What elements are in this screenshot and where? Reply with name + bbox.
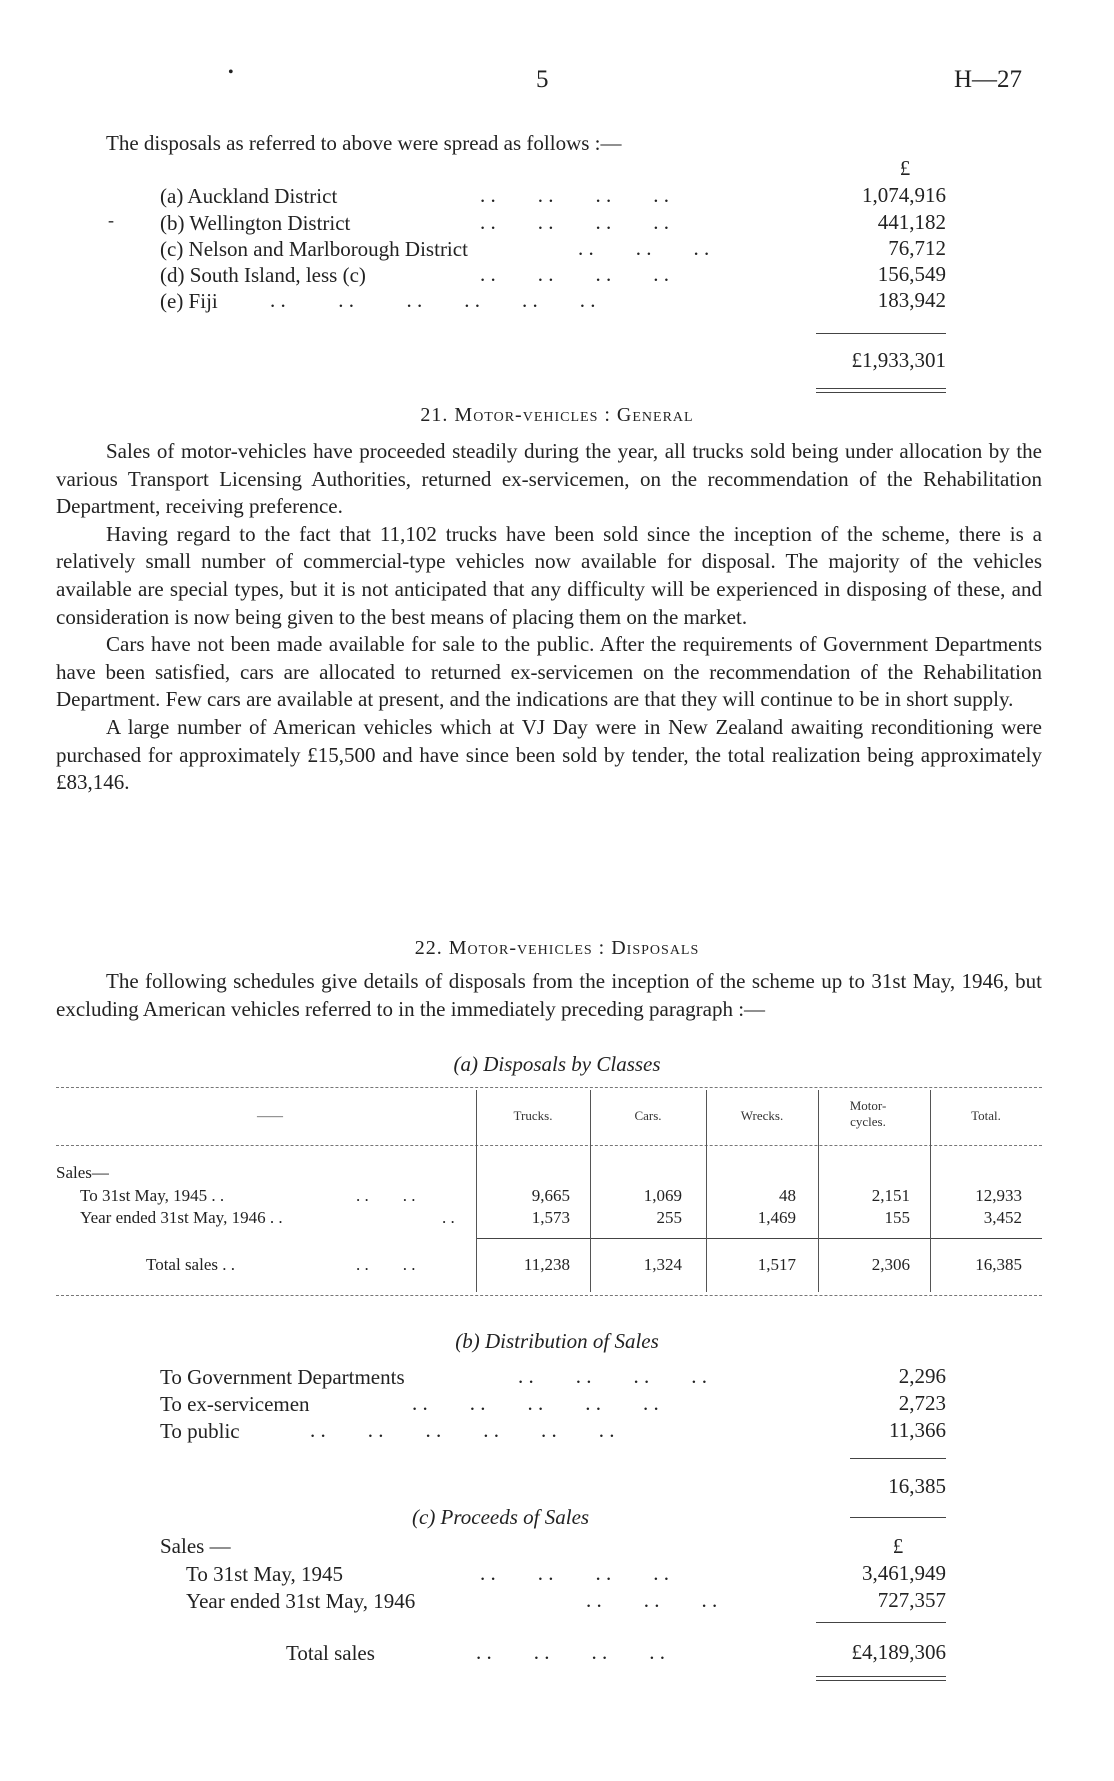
row-label: Total sales . . [146,1255,235,1274]
table-cell: 9,665 [531,1186,570,1205]
page-number: 5 [536,66,549,93]
leader-dots: . . . . . . . . . . . . [310,1418,615,1442]
proceeds-total: £4,189,306 [851,1640,946,1664]
list-item: (b) Wellington District [160,211,351,235]
column-header: Wrecks. [740,1108,784,1123]
leader-dots: . . . . [356,1186,416,1205]
table-rule [476,1238,1042,1239]
table-cell: 155 [884,1208,910,1227]
section22-body [56,968,1042,1023]
table-rule [56,1087,1042,1088]
amount: 76,712 [888,236,946,260]
paragraph: A large number of American vehicles which at VJ Day were in New Zealand awaiting reconditioning were purchased for approximately £15,500 and have since been sold by tender, the total realization being approximately £83,146. [56,714,1042,795]
amount: 2,296 [898,1364,946,1388]
table-cell: 3,452 [983,1208,1022,1227]
paragraph: The following schedules give details of disposals from the inception of the scheme up to 31st May, 1946, but excluding American vehicles referred to in the immediately preceding paragraph :— [56,969,1042,1021]
divider [816,1622,946,1623]
table-cell: 1,517 [757,1255,796,1274]
list-item: Year ended 31st May, 1946 [186,1589,416,1613]
paragraph: Cars have not been made available for sale to the public. After the requirements of Government Departments have been satisfied, cars are allocated to returned ex-servicemen on the recommendation of the Rehabilitation Department. Few cars are available at present, and the indications are that they will continue to be in short supply. [56,632,1042,712]
column-header: Cars. [634,1108,662,1123]
column-header: Motor-cycles. [849,1098,887,1129]
paragraph: Sales of motor-vehicles have proceeded steadily during the year, all trucks sold being under allocation by the various Transport Licensing Authorities, returned ex-servicemen, on the recommendation of the Rehabilitation Department, receiving preference. [56,439,1042,519]
divider [850,1517,946,1518]
leader-dots: . . . . . . . . . . [412,1391,659,1415]
amount: 1,074,916 [862,183,946,207]
table-cell: 2,151 [871,1186,910,1205]
divider [850,1458,946,1459]
list-item: (c) Nelson and Marlborough District [160,237,468,261]
distribution-total: 16,385 [888,1474,946,1498]
leader-dots: . . . . . . . . . . . . [270,288,596,312]
table-cell: 12,933 [975,1186,1022,1205]
table-cell: 255 [656,1208,682,1227]
document-ref: H—27 [954,66,1023,93]
total-label: Total sales [286,1641,375,1665]
currency-symbol: £ [899,156,911,180]
section21-body [56,438,1042,797]
currency-symbol: £ [892,1534,904,1558]
amount: 441,182 [877,210,946,234]
table-cell: 1,469 [757,1208,796,1227]
amount: 2,723 [898,1391,946,1415]
list-item: To 31st May, 1945 [186,1562,343,1586]
leader-dots: . . . . . . . . [476,1640,665,1664]
amount: 156,549 [877,262,946,286]
intro-text: The disposals as referred to above were spread as follows :— [106,131,622,155]
leader-dots: . . . . . . . . [480,183,669,207]
column-header: Trucks. [513,1108,553,1123]
bullet-mark: • [228,64,234,81]
leader-dots: . . . . . . [586,1588,718,1612]
leader-dots: . . [442,1208,455,1227]
margin-dash: - [108,210,114,230]
table-title: (b) Distribution of Sales [455,1329,659,1353]
section-heading: 22. Motor-vehicles : Disposals [414,937,700,959]
row-label: Year ended 31st May, 1946 . . [80,1208,283,1227]
table-cell: 16,385 [975,1255,1022,1274]
list-item: (e) Fiji [160,289,218,313]
table-rule [56,1145,1042,1146]
divider [816,1680,946,1681]
list-item: (a) Auckland District [160,184,338,208]
table-cell: 1,573 [531,1208,570,1227]
list-item: To public [160,1419,240,1443]
paragraph: Having regard to the fact that 11,102 trucks have been sold since the inception of the scheme, there is a relatively small number of commercial-type vehicles now available for disposal. The majority of the vehicles available are special types, but it is not anticipated that any difficulty will be experienced in disposing of these, and consideration is now being given to the best means of placing them on the market. [56,521,1042,629]
divider [816,1676,946,1677]
table-cell: 1,324 [643,1255,682,1274]
row-label: To 31st May, 1945 . . [80,1186,225,1205]
amount: 11,366 [889,1418,946,1442]
table-cell: 1,069 [643,1186,682,1205]
column-header: —— [257,1108,283,1123]
leader-dots: . . . . . . . . [518,1364,707,1388]
leader-dots: . . . . . . . . [480,1561,669,1585]
table-title: (c) Proceeds of Sales [412,1505,590,1529]
list-item: To Government Departments [160,1365,405,1389]
leader-dots: . . . . . . . . [480,210,669,234]
divider [816,333,946,334]
table-cell: 2,306 [871,1255,910,1274]
list-item: (d) South Island, less (c) [160,263,366,287]
section-heading: 21. Motor-vehicles : General [420,404,694,426]
leader-dots: . . . . . . [578,236,710,260]
row-group-label: Sales— [56,1163,109,1182]
district-total: £1,933,301 [851,348,946,372]
table-rule [56,1295,1042,1296]
divider [816,392,946,393]
table-cell: 48 [779,1186,796,1205]
table-title: (a) Disposals by Classes [453,1052,661,1076]
amount: 727,357 [877,1588,946,1612]
list-item: To ex-servicemen [160,1392,310,1416]
amount: 183,942 [877,288,946,312]
leader-dots: . . . . . . . . [480,262,669,286]
column-header: Total. [971,1108,1001,1123]
divider [816,388,946,389]
table-cell: 11,238 [523,1255,570,1274]
row-group-label: Sales — [160,1534,231,1558]
amount: 3,461,949 [862,1561,946,1585]
leader-dots: . . . . [356,1255,416,1274]
